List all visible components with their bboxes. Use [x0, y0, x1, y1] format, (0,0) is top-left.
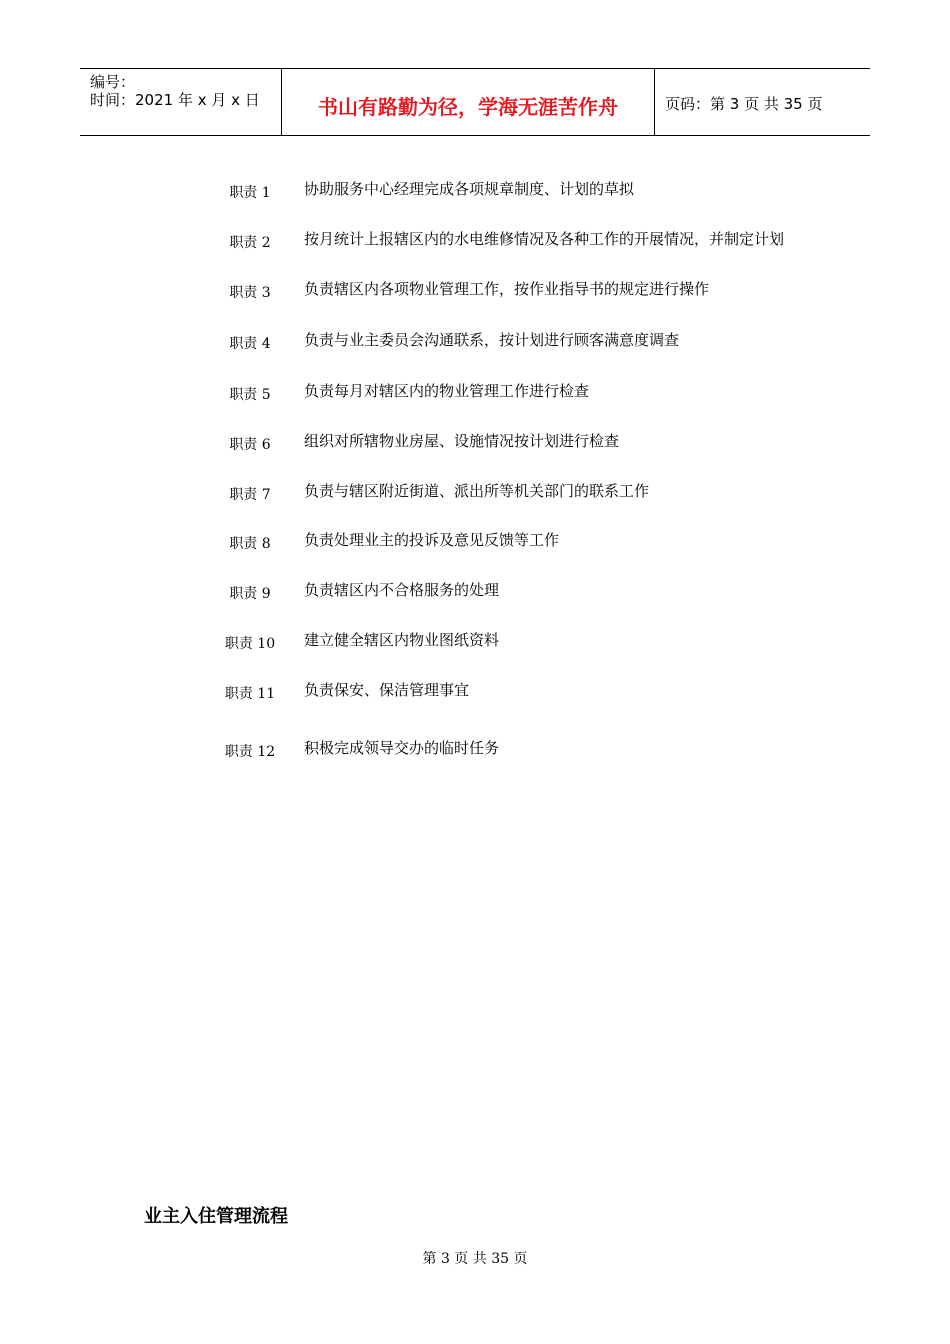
duty-label: 职责 3: [229, 285, 271, 301]
duty-text: 按月统计上报辖区内的水电维修情况及各种工作的开展情况，并制定计划: [304, 230, 785, 248]
duty-label: 职责 2: [229, 235, 271, 251]
duty-item: [0, 380, 950, 404]
page-header: [80, 68, 870, 136]
duty-text: 负责保安、保洁管理事宜: [304, 681, 470, 699]
duty-item: [0, 529, 950, 553]
document-date: 时间：2021 年 x 月 x 日: [90, 91, 260, 109]
duty-item: [0, 579, 950, 603]
duty-text: 负责每月对辖区内的物业管理工作进行检查: [304, 382, 590, 400]
duty-text: 负责与辖区附近街道、派出所等机关部门的联系工作: [304, 482, 650, 500]
page-footer: 第 3 页 共 35 页: [422, 1251, 528, 1267]
duty-text: 负责与业主委员会沟通联系，按计划进行顾客满意度调查: [304, 331, 680, 349]
duty-label: 职责 9: [229, 586, 271, 602]
duty-item: [0, 278, 950, 302]
duty-item: [0, 737, 950, 761]
duty-item: [0, 679, 950, 703]
header-page-cell: [655, 69, 870, 135]
duty-label: 职责 10: [224, 636, 276, 652]
document-number-label: 编号：: [90, 73, 136, 91]
duty-label: 职责 12: [224, 744, 276, 760]
header-motto-cell: [282, 69, 655, 135]
header-info-cell: [80, 69, 282, 135]
section-title: 业主入住管理流程: [144, 1206, 288, 1227]
duty-text: 负责辖区内各项物业管理工作，按作业指导书的规定进行操作: [304, 280, 710, 298]
duty-label: 职责 5: [229, 387, 271, 403]
duty-item: [0, 629, 950, 653]
duty-text: 积极完成领导交办的临时任务: [304, 739, 500, 757]
duty-item: [0, 178, 950, 202]
duty-text: 负责处理业主的投诉及意见反馈等工作: [304, 531, 560, 549]
duty-label: 职责 7: [229, 487, 271, 503]
duty-item: [0, 430, 950, 454]
duty-item: [0, 228, 950, 252]
duty-text: 协助服务中心经理完成各项规章制度、计划的草拟: [304, 180, 635, 198]
duty-label: 职责 11: [224, 686, 276, 702]
duty-label: 职责 6: [229, 437, 271, 453]
duty-item: [0, 480, 950, 504]
duty-text: 建立健全辖区内物业图纸资料: [304, 631, 500, 649]
header-page-info: 页码：第 3 页 共 35 页: [665, 95, 823, 113]
duty-item: [0, 329, 950, 353]
header-motto: 书山有路勤为径，学海无涯苦作舟: [318, 95, 618, 119]
duty-label: 职责 8: [229, 536, 271, 552]
duty-label: 职责 1: [229, 185, 271, 201]
duty-text: 组织对所辖物业房屋、设施情况按计划进行检查: [304, 432, 620, 450]
duty-text: 负责辖区内不合格服务的处理: [304, 581, 500, 599]
duty-label: 职责 4: [229, 336, 271, 352]
